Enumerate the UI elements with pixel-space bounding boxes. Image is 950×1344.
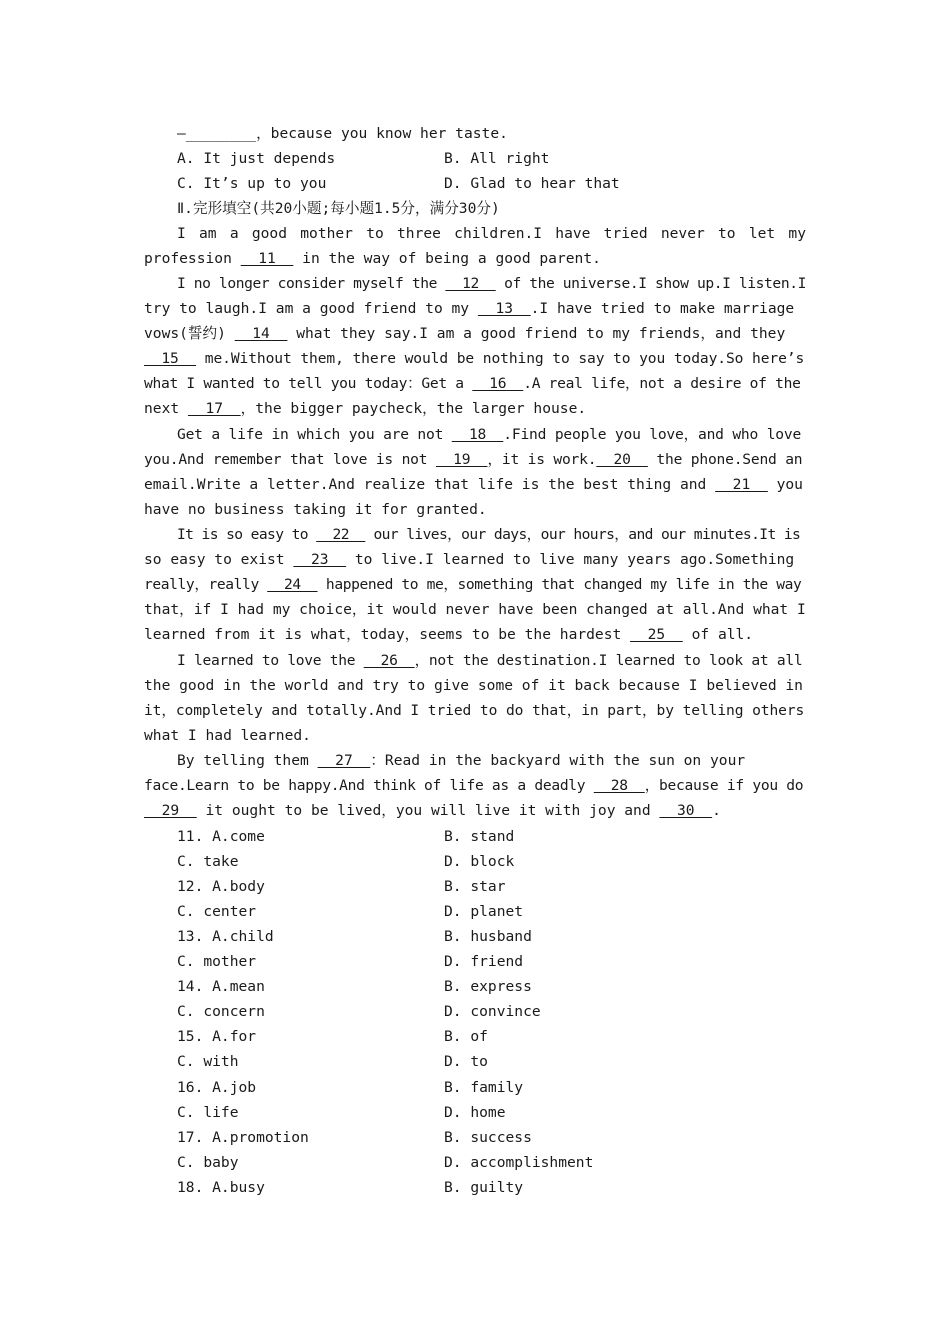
passage-line: the good in the world and try to give some of it back because I believed in <box>144 677 803 694</box>
blank-27: 27 <box>317 752 371 769</box>
answer-option: D. home <box>444 1104 506 1121</box>
passage-line: I am a good mother to three children.I have tried never to let my <box>177 225 806 242</box>
answer-option: 14. A.mean <box>177 978 265 995</box>
answer-option: B. husband <box>444 928 532 945</box>
passage-line: learned from it is what，today，seems to be the hardest 25 of all. <box>144 622 806 647</box>
passage-line: really，really 24 happened to me，something that changed my life in the way <box>144 572 806 597</box>
blank-21: 21 <box>715 476 768 493</box>
passage-line: email.Write a letter.And realize that life is the best thing and 21 you <box>144 472 806 497</box>
blank-18: 18 <box>451 426 504 443</box>
blank-20: 20 <box>596 451 648 468</box>
answer-option: C. take <box>177 853 239 870</box>
passage-line: 29 it ought to be lived，you will live it with joy and 30 . <box>144 798 806 823</box>
blank-11: 11 <box>240 250 294 267</box>
blank-30: 30 <box>659 802 713 819</box>
blank-24: 24 <box>267 576 318 593</box>
passage-line: Get a life in which you are not 18 .Find people you love，and who love <box>177 422 806 447</box>
question-stem: —________，because you know her taste. <box>177 125 508 142</box>
passage-line: try to laugh.I am a good friend to my 13 .I have tried to make marriage <box>144 296 806 321</box>
blank-29: 29 <box>144 802 197 819</box>
answer-option: C. with <box>177 1053 239 1070</box>
answer-option: C. baby <box>177 1154 239 1171</box>
answer-option: D. accomplishment <box>444 1154 594 1171</box>
passage-line: have no business taking it for granted. <box>144 501 487 518</box>
blank-25: 25 <box>630 626 683 643</box>
passage-line: vows(誓约) 14 what they say.I am a good friend to my friends，and they <box>144 321 806 346</box>
passage-line: It is so easy to 22 our lives，our days，our hours，and our minutes.It is <box>177 522 806 547</box>
passage-line: you.And remember that love is not 19 ，it is work. 20 the phone.Send an <box>144 447 806 472</box>
answer-option: D. convince <box>444 1003 541 1020</box>
answer-option: B. express <box>444 978 532 995</box>
passage-line: next 17 ，the bigger paycheck，the larger house. <box>144 396 806 421</box>
option-a: A. It just depends <box>177 150 336 167</box>
answer-option: C. center <box>177 903 257 920</box>
blank-23: 23 <box>293 551 347 568</box>
answer-option: C. concern <box>177 1003 265 1020</box>
option-c: C. It’s up to you <box>177 175 327 192</box>
blank-16: 16 <box>472 375 524 392</box>
passage-line: profession 11 in the way of being a good parent. <box>144 246 806 271</box>
blank-14: 14 <box>234 325 288 342</box>
blank-15: 15 <box>144 350 197 367</box>
answer-option: C. mother <box>177 953 257 970</box>
section-heading: Ⅱ.完形填空(共20小题;每小题1.5分，满分30分) <box>177 200 500 217</box>
blank-19: 19 <box>435 451 488 468</box>
blank-13: 13 <box>477 300 531 317</box>
passage-line: face.Learn to be happy.And think of life as a deadly 28 ，because if you do <box>144 773 806 798</box>
blank-12: 12 <box>445 275 496 292</box>
answer-option: D. friend <box>444 953 524 970</box>
answer-option: 15. A.for <box>177 1028 257 1045</box>
passage-line: so easy to exist 23 to live.I learned to live many years ago.Something <box>144 547 806 572</box>
blank-22: 22 <box>316 526 366 543</box>
passage-line: what I had learned. <box>144 727 311 744</box>
answer-option: 13. A.child <box>177 928 274 945</box>
answer-option: 11. A.come <box>177 828 265 845</box>
passage-line: what I wanted to tell you today：Get a 16 .A real life，not a desire of the <box>144 371 806 396</box>
answer-option: B. stand <box>444 828 515 845</box>
answer-option: B. family <box>444 1079 524 1096</box>
passage-line: I learned to love the 26 ，not the destination.I learned to look at all <box>177 648 806 673</box>
answer-option: B. of <box>444 1028 488 1045</box>
answer-option: D. block <box>444 853 515 870</box>
answer-option: D. planet <box>444 903 524 920</box>
answer-option: 18. A.busy <box>177 1179 265 1196</box>
answer-option: 16. A.job <box>177 1079 257 1096</box>
blank-28: 28 <box>593 777 645 794</box>
option-d: D. Glad to hear that <box>444 175 620 192</box>
answer-option: B. success <box>444 1129 532 1146</box>
passage-line: By telling them 27 ：Read in the backyard with the sun on your <box>177 748 806 773</box>
answer-option: 17. A.promotion <box>177 1129 309 1146</box>
option-b: B. All right <box>444 150 550 167</box>
passage-line: I no longer consider myself the 12 of the universe.I show up.I listen.I <box>177 271 806 296</box>
passage-line: that，if I had my choice，it would never have been changed at all.And what I <box>144 601 806 618</box>
passage-line: it，completely and totally.And I tried to do that，in part，by telling others <box>144 702 805 719</box>
answer-option: D. to <box>444 1053 488 1070</box>
answer-option: B. guilty <box>444 1179 524 1196</box>
passage-line: 15 me.Without them, there would be nothing to say to you today.So here’s <box>144 346 806 371</box>
blank-17: 17 <box>187 400 241 417</box>
blank-26: 26 <box>363 652 415 669</box>
answer-option: B. star <box>444 878 506 895</box>
answer-option: 12. A.body <box>177 878 265 895</box>
answer-option: C. life <box>177 1104 239 1121</box>
